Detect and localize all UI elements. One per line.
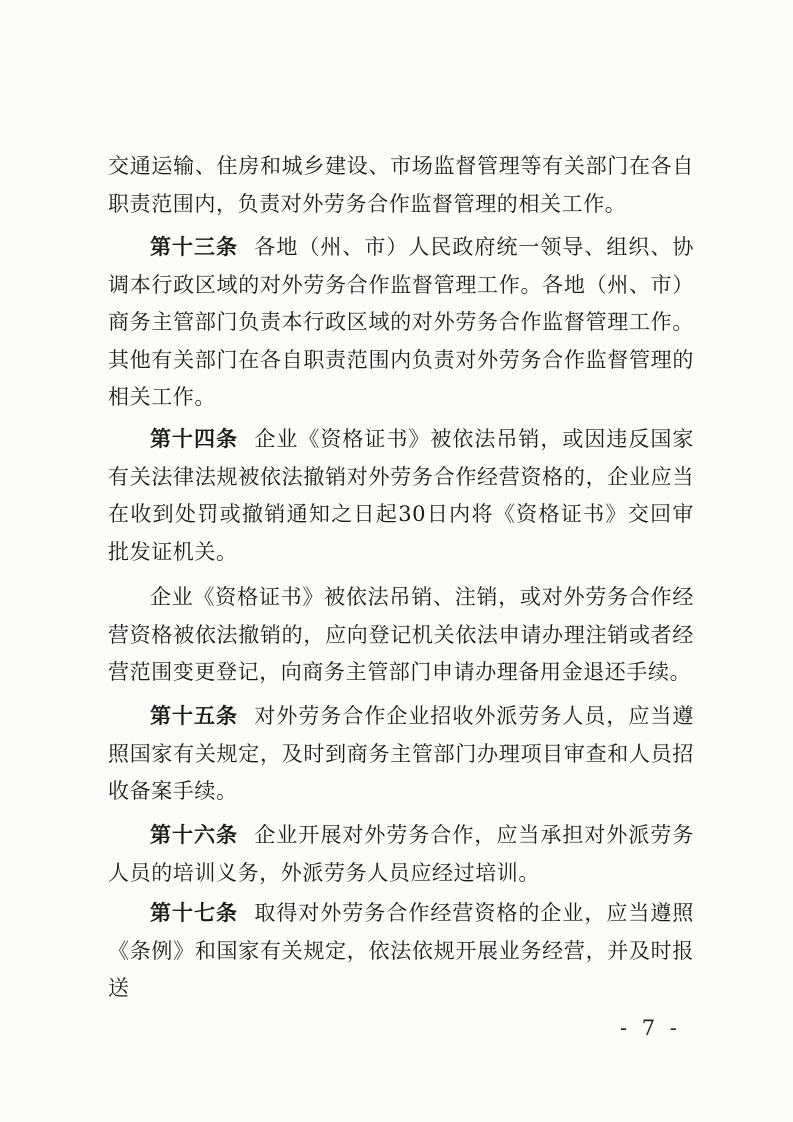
paragraph-text: 交通运输、住房和城乡建设、市场监督管理等有关部门在各自职责范围内，负责对外劳务合作监督管理的相关工作。 (108, 154, 694, 216)
paragraph-article-16 (108, 817, 694, 892)
article-text: 各地（州、市）人民政府统一领导、组织、协调本行政区域的对外劳务合作监督管理工作。各地（州、市）商务主管部门负责本行政区域的对外劳务合作监督管理工作。其他有关部门在各自职责范围内负责对外劳务合作监督管理的相关工作。 (108, 235, 694, 409)
article-text: 对外劳务合作企业招收外派劳务人员，应当遵照国家有关规定，及时到商务主管部门办理项目审查和人员招收备案手续。 (108, 704, 694, 803)
article-heading: 第十六条 (150, 823, 238, 847)
article-heading: 第十三条 (150, 235, 238, 259)
article-heading: 第十五条 (150, 704, 238, 728)
paragraph-article-14 (108, 421, 694, 571)
article-text: 企业开展对外劳务合作，应当承担对外派劳务人员的培训义务，外派劳务人员应经过培训。 (108, 823, 694, 885)
paragraph-text: 企业《资格证书》被依法吊销、注销，或对外劳务合作经营资格被依法撤销的，应向登记机关依法申请办理注销或者经营范围变更登记，向商务主管部门申请办理备用金退还手续。 (108, 585, 694, 684)
paragraph-continuation (108, 148, 694, 223)
paragraph-article-14-second (108, 579, 694, 692)
article-heading: 第十四条 (150, 427, 238, 451)
paragraph-article-15 (108, 698, 694, 811)
article-text: 企业《资格证书》被依法吊销，或因违反国家有关法律法规被依法撤销对外劳务合作经营资格的，企业应当在收到处罚或撤销通知之日起30日内将《资格证书》交回审批发证机关。 (108, 427, 694, 564)
paragraph-article-17 (108, 895, 694, 1008)
article-heading: 第十七条 (150, 901, 238, 925)
article-text: 取得对外劳务合作经营资格的企业，应当遵照《条例》和国家有关规定，依法依规开展业务经营，并及时报送 (108, 901, 694, 1000)
page-number: - 7 - (620, 1016, 681, 1040)
paragraph-article-13 (108, 229, 694, 417)
